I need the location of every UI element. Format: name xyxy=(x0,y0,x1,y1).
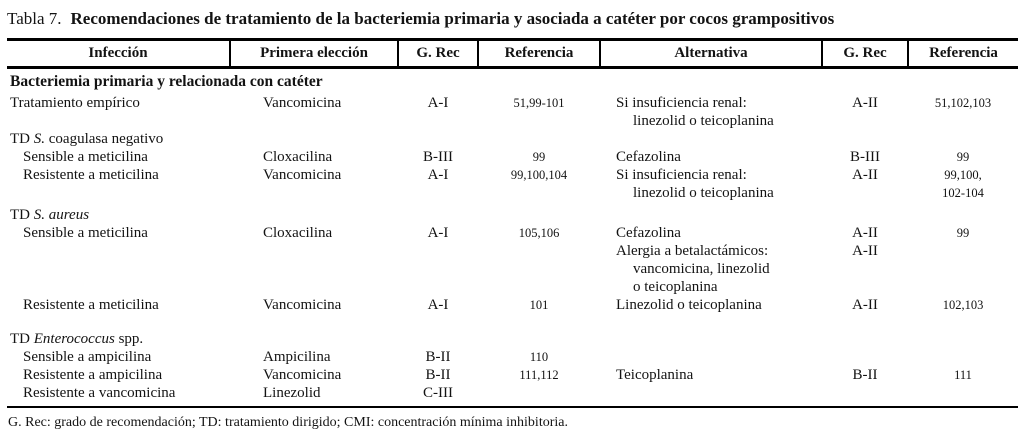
cell-infeccion: Sensible a ampicilina xyxy=(23,349,152,365)
cell-grado-recomendacion-2: A-II A-II xyxy=(852,225,878,259)
cell-referencia-2: 99 xyxy=(956,226,970,240)
cell-infeccion: Resistente a vancomicina xyxy=(7,384,230,407)
cell-referencia-1 xyxy=(478,330,600,348)
cell-grado-recomendacion-2 xyxy=(822,330,908,348)
cell-primera-eleccion: Cloxacilina xyxy=(263,225,333,241)
cell-grado-recomendacion-1: B-III xyxy=(423,149,453,165)
cell-referencia-1: 51,99-101 xyxy=(513,96,565,110)
cell-primera-eleccion: Vancomicina xyxy=(263,167,342,183)
spacer-row xyxy=(7,314,1018,330)
cell-grado-recomendacion-2 xyxy=(822,384,908,407)
cell-infeccion: Resistente a ampicilina xyxy=(23,367,163,383)
treatment-row xyxy=(7,296,1018,314)
treatment-row xyxy=(7,130,1018,148)
cell-primera-eleccion: Vancomicina xyxy=(263,367,342,383)
treatment-row xyxy=(7,348,1018,366)
table-footnote: G. Rec: grado de recomendación; TD: tratamiento dirigido; CMI: concentración mínima inhibitoria. xyxy=(8,415,568,429)
table-body xyxy=(7,68,1018,408)
cell-grado-recomendacion-2: B-II xyxy=(852,367,878,383)
cell-referencia-2 xyxy=(908,348,1018,366)
cell-primera-eleccion xyxy=(230,130,398,148)
column-header-infeccion: Infección xyxy=(7,40,230,68)
cell-referencia-1 xyxy=(478,384,600,407)
cell-alternativa: Cefazolina xyxy=(616,149,681,165)
cell-primera-eleccion xyxy=(230,330,398,348)
cell-grado-recomendacion-1 xyxy=(398,206,478,224)
cell-infeccion: TD S. aureus xyxy=(10,207,90,223)
treatment-row xyxy=(7,148,1018,166)
cell-referencia-2: 102,103 xyxy=(942,298,984,312)
cell-referencia-2: 99,100, 102-104 xyxy=(942,168,984,200)
cell-grado-recomendacion-2 xyxy=(822,206,908,224)
cell-alternativa: Linezolid o teicoplanina xyxy=(616,297,762,313)
treatment-row xyxy=(7,206,1018,224)
cell-grado-recomendacion-2: B-III xyxy=(850,149,880,165)
table-header xyxy=(7,40,1018,68)
cell-primera-eleccion: Cloxacilina xyxy=(263,149,333,165)
cell-infeccion: Tratamiento empírico xyxy=(10,95,140,111)
cell-referencia-1 xyxy=(478,130,600,148)
cell-grado-recomendacion-2 xyxy=(822,348,908,366)
cell-referencia-2: 111 xyxy=(954,368,972,382)
cell-grado-recomendacion-1: A-I xyxy=(427,95,449,111)
cell-grado-recomendacion-2: A-II xyxy=(852,167,878,183)
treatment-row xyxy=(7,224,1018,296)
cell-referencia-1: 99,100,104 xyxy=(510,168,568,182)
cell-grado-recomendacion-1 xyxy=(398,130,478,148)
cell-primera-eleccion: Vancomicina xyxy=(263,297,342,313)
column-header-primera-eleccion: Primera elección xyxy=(230,40,398,68)
cell-infeccion: Sensible a meticilina xyxy=(23,225,148,241)
section-row xyxy=(7,68,1018,95)
row-gap xyxy=(7,314,1018,330)
cell-grado-recomendacion-1: B-II xyxy=(425,349,451,365)
cell-referencia-1 xyxy=(478,206,600,224)
cell-primera-eleccion: Linezolid xyxy=(230,384,398,407)
cell-alternativa xyxy=(600,206,822,224)
cell-grado-recomendacion-1: A-I xyxy=(427,225,449,241)
cell-infeccion: Resistente a meticilina xyxy=(23,167,159,183)
cell-grado-recomendacion-1: B-II xyxy=(425,367,451,383)
cell-referencia-1: 105,106 xyxy=(518,226,560,240)
table-title xyxy=(7,8,1018,29)
cell-grado-recomendacion-1: A-I xyxy=(427,167,449,183)
treatment-row xyxy=(7,94,1018,130)
cell-infeccion: Sensible a meticilina xyxy=(23,149,148,165)
cell-alternativa: Cefazolina Alergia a betalactámicos: vancomicina, linezolid o teicoplanina xyxy=(616,225,770,295)
cell-infeccion: Resistente a meticilina xyxy=(23,297,159,313)
cell-alternativa xyxy=(600,130,822,148)
treatment-row xyxy=(7,384,1018,407)
cell-infeccion: TD Enterococcus spp. xyxy=(10,331,144,347)
cell-referencia-2 xyxy=(908,130,1018,148)
cell-alternativa xyxy=(600,330,822,348)
cell-alternativa xyxy=(600,384,822,407)
cell-referencia-1: 111,112 xyxy=(519,368,559,382)
cell-grado-recomendacion-2: A-II xyxy=(852,95,878,111)
cell-referencia-2: 51,102,103 xyxy=(934,96,992,110)
treatment-recommendations-table xyxy=(7,38,1018,408)
cell-grado-recomendacion-1: C-III xyxy=(398,384,478,407)
cell-referencia-2 xyxy=(908,330,1018,348)
cell-alternativa: Si insuficiencia renal: linezolid o teicoplanina xyxy=(616,95,774,129)
treatment-row xyxy=(7,366,1018,384)
cell-alternativa: Teicoplanina xyxy=(616,367,694,383)
column-header-alternativa: Alternativa xyxy=(600,40,822,68)
cell-alternativa xyxy=(600,348,822,366)
column-header-grec-2: G. Rec xyxy=(822,40,908,68)
cell-primera-eleccion: Ampicilina xyxy=(263,349,331,365)
cell-grado-recomendacion-1 xyxy=(398,330,478,348)
cell-primera-eleccion: Vancomicina xyxy=(263,95,342,111)
column-header-referencia-2: Referencia xyxy=(908,40,1018,68)
treatment-row xyxy=(7,166,1018,202)
cell-referencia-1: 110 xyxy=(529,350,549,364)
cell-referencia-2 xyxy=(908,384,1018,407)
table-number-label: Tabla 7. xyxy=(7,9,62,28)
cell-referencia-1: 101 xyxy=(529,298,549,312)
cell-grado-recomendacion-2 xyxy=(822,130,908,148)
cell-referencia-2 xyxy=(908,206,1018,224)
table-title-text: Recomendaciones de tratamiento de la bacteriemia primaria y asociada a catéter por cocos grampositivos xyxy=(70,9,835,28)
header-row xyxy=(7,40,1018,68)
cell-grado-recomendacion-2: A-II xyxy=(852,297,878,313)
section-title-cell: Bacteriemia primaria y relacionada con catéter xyxy=(10,73,323,90)
column-header-grec-1: G. Rec xyxy=(398,40,478,68)
cell-infeccion: TD S. coagulasa negativo xyxy=(10,131,164,147)
cell-referencia-2: 99 xyxy=(956,150,970,164)
cell-primera-eleccion xyxy=(230,206,398,224)
column-header-referencia-1: Referencia xyxy=(478,40,600,68)
cell-alternativa: Si insuficiencia renal: linezolid o teicoplanina xyxy=(616,167,774,201)
cell-grado-recomendacion-1: A-I xyxy=(427,297,449,313)
cell-referencia-1: 99 xyxy=(532,150,546,164)
treatment-row xyxy=(7,330,1018,348)
